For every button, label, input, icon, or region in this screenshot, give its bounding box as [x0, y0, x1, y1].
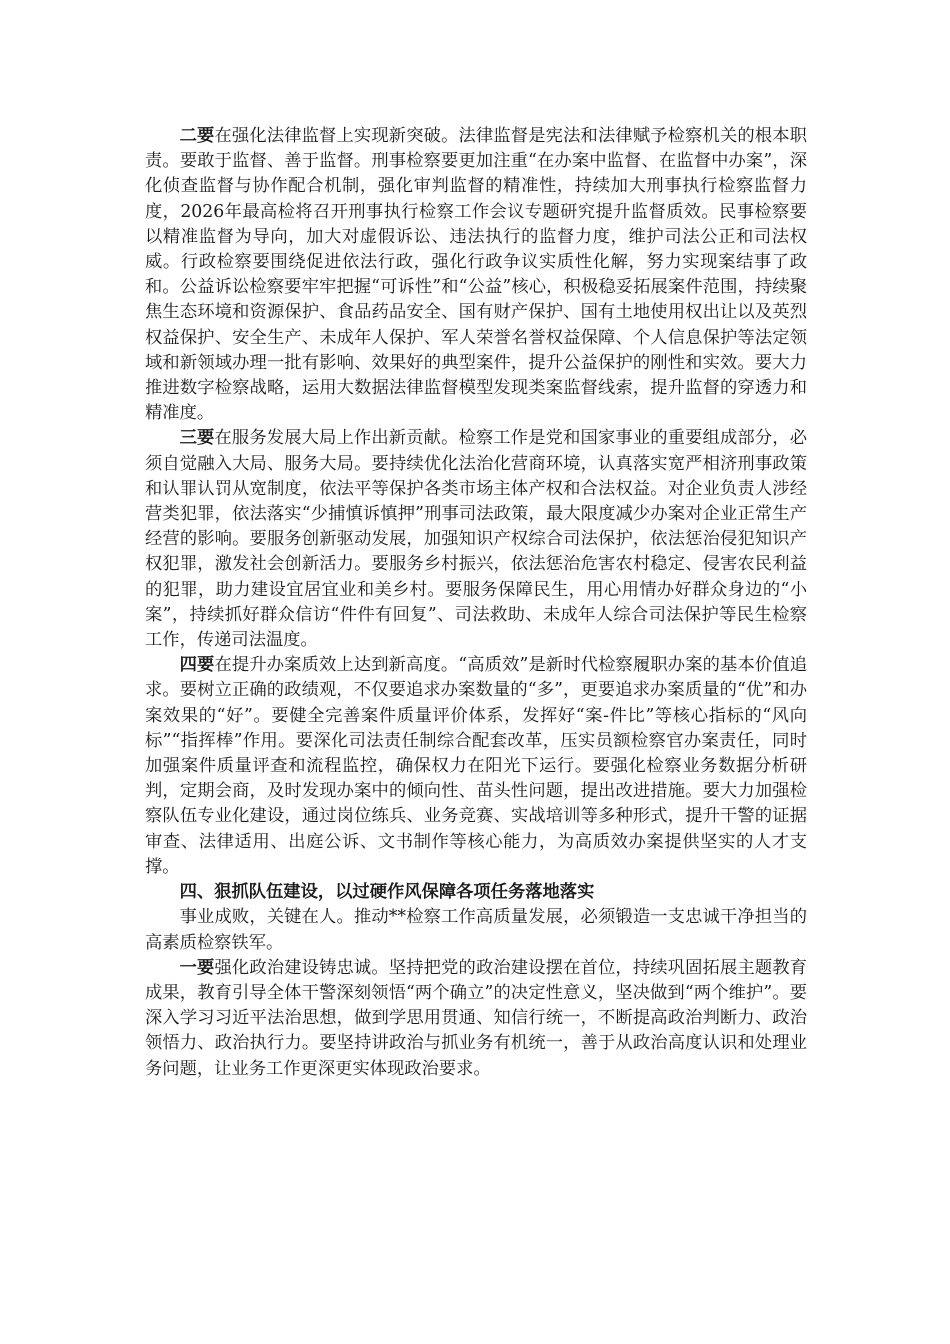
paragraph-text: 在强化法律监督上实现新突破。法律监督是宪法和法律赋予检察机关的根本职责。要敢于监督、善于监督。刑事检察要更加注重“在办案中监督、在监督中办案”，深化侦查监督与协作配合机制，强化审判监督的精准性，持续加大刑事执行检察监督力度，2026年最高检将召开刑事执行检察工作会议专题研究提升监督质效。民事检察要以精准监督为导向，加大对虚假诉讼、违法执行的监督力度，维护司法公正和司法权威。行政检察要围绕促进依法行政，强化行政争议实质性化解，努力实现案结事了政和。公益诉讼检察要牢牢把握“可诉性”和“公益”核心，积极稳妥拓展案件范围，持续聚焦生态环境和资源保护、食品药品安全、国有财产保护、国有土地使用权出让以及英烈权益保护、安全生产、未成年人保护、军人荣誉名誉权益保障、个人信息保护等法定领域和新领域办理一批有影响、效果好的典型案件，提升公益保护的刚性和实效。要大力推进数字检察战略，运用大数据法律监督模型发现类案监督线索，提升监督的穿透力和精准度。 [145, 126, 807, 424]
paragraph-lead: 一要 [179, 957, 215, 978]
paragraph-three-requirement [145, 426, 807, 653]
paragraph-text: 事业成败，关键在人。推动**检察工作高质量发展，必须锻造一支忠诚干净担当的高素质检察铁军。 [145, 907, 807, 953]
paragraph-text: 在提升办案质效上达到新高度。“高质效”是新时代检察履职办案的基本价值追求。要树立正确的政绩观，不仅要追求办案数量的“多”，更要追求办案质量的“优”和办案效果的“好”。要健全完善案件质量评价体系，发挥好“案-件比”等核心指标的“风向标”“指挥棒”作用。要深化司法责任制综合配套改革，压实员额检察官办案责任，同时加强案件质量评查和流程监控，确保权力在阳光下运行。要强化检察业务数据分析研判，定期会商，及时发现办案中的倾向性、苗头性问题，提出改进措施。要大力加强检察队伍专业化建设，通过岗位练兵、业务竞赛、实战培训等多种形式，提升干警的证据审查、法律适用、出庭公诉、文书制作等核心能力，为高质效办案提供坚实的人才支撑。 [145, 655, 807, 877]
paragraph-two-requirement [145, 124, 807, 426]
paragraph-text: 在服务发展大局上作出新贡献。检察工作是党和国家事业的重要组成部分，必须自觉融入大局、服务大局。要持续优化法治化营商环境，认真落实宽严相济刑事政策和认罪认罚从宽制度，依法平等保护各类市场主体产权和合法权益。对企业负责人涉经营类犯罪，依法落实“少捕慎诉慎押”刑事司法政策，最大限度减少办案对企业正常生产经营的影响。要服务创新驱动发展，加强知识产权综合司法保护，依法惩治侵犯知识产权犯罪，激发社会创新活力。要服务乡村振兴，依法惩治危害农村稳定、侵害农民利益的犯罪，助力建设宜居宜业和美乡村。要服务保障民生，用心用情办好群众身边的“小案”，持续抓好群众信访“件件有回复”、司法救助、未成年人综合司法保护等民生检察工作，传递司法温度。 [145, 428, 807, 651]
paragraph-text: 强化政治建设铸忠诚。坚持把党的政治建设摆在首位，持续巩固拓展主题教育成果，教育引导全体干警深刻领悟“两个确立”的决定性意义，坚决做到“两个维护”。要深入学习习近平法治思想，做到学思用贯通、知信行统一，不断提高政治判断力、政治领悟力、政治执行力。要坚持讲政治与抓业务有机统一，善于从政治高度认识和处理业务问题，让业务工作更深更实体现政治要求。 [145, 957, 807, 1079]
paragraph-four-requirement [145, 653, 807, 880]
paragraph-lead: 三要 [179, 428, 215, 449]
document-page [145, 124, 807, 1082]
section-intro-paragraph [145, 905, 807, 955]
paragraph-lead: 四要 [179, 655, 215, 676]
paragraph-one-requirement [145, 956, 807, 1082]
section-heading: 四、狠抓队伍建设，以过硬作风保障各项任务落地落实 [179, 882, 595, 903]
paragraph-lead: 二要 [179, 126, 215, 146]
